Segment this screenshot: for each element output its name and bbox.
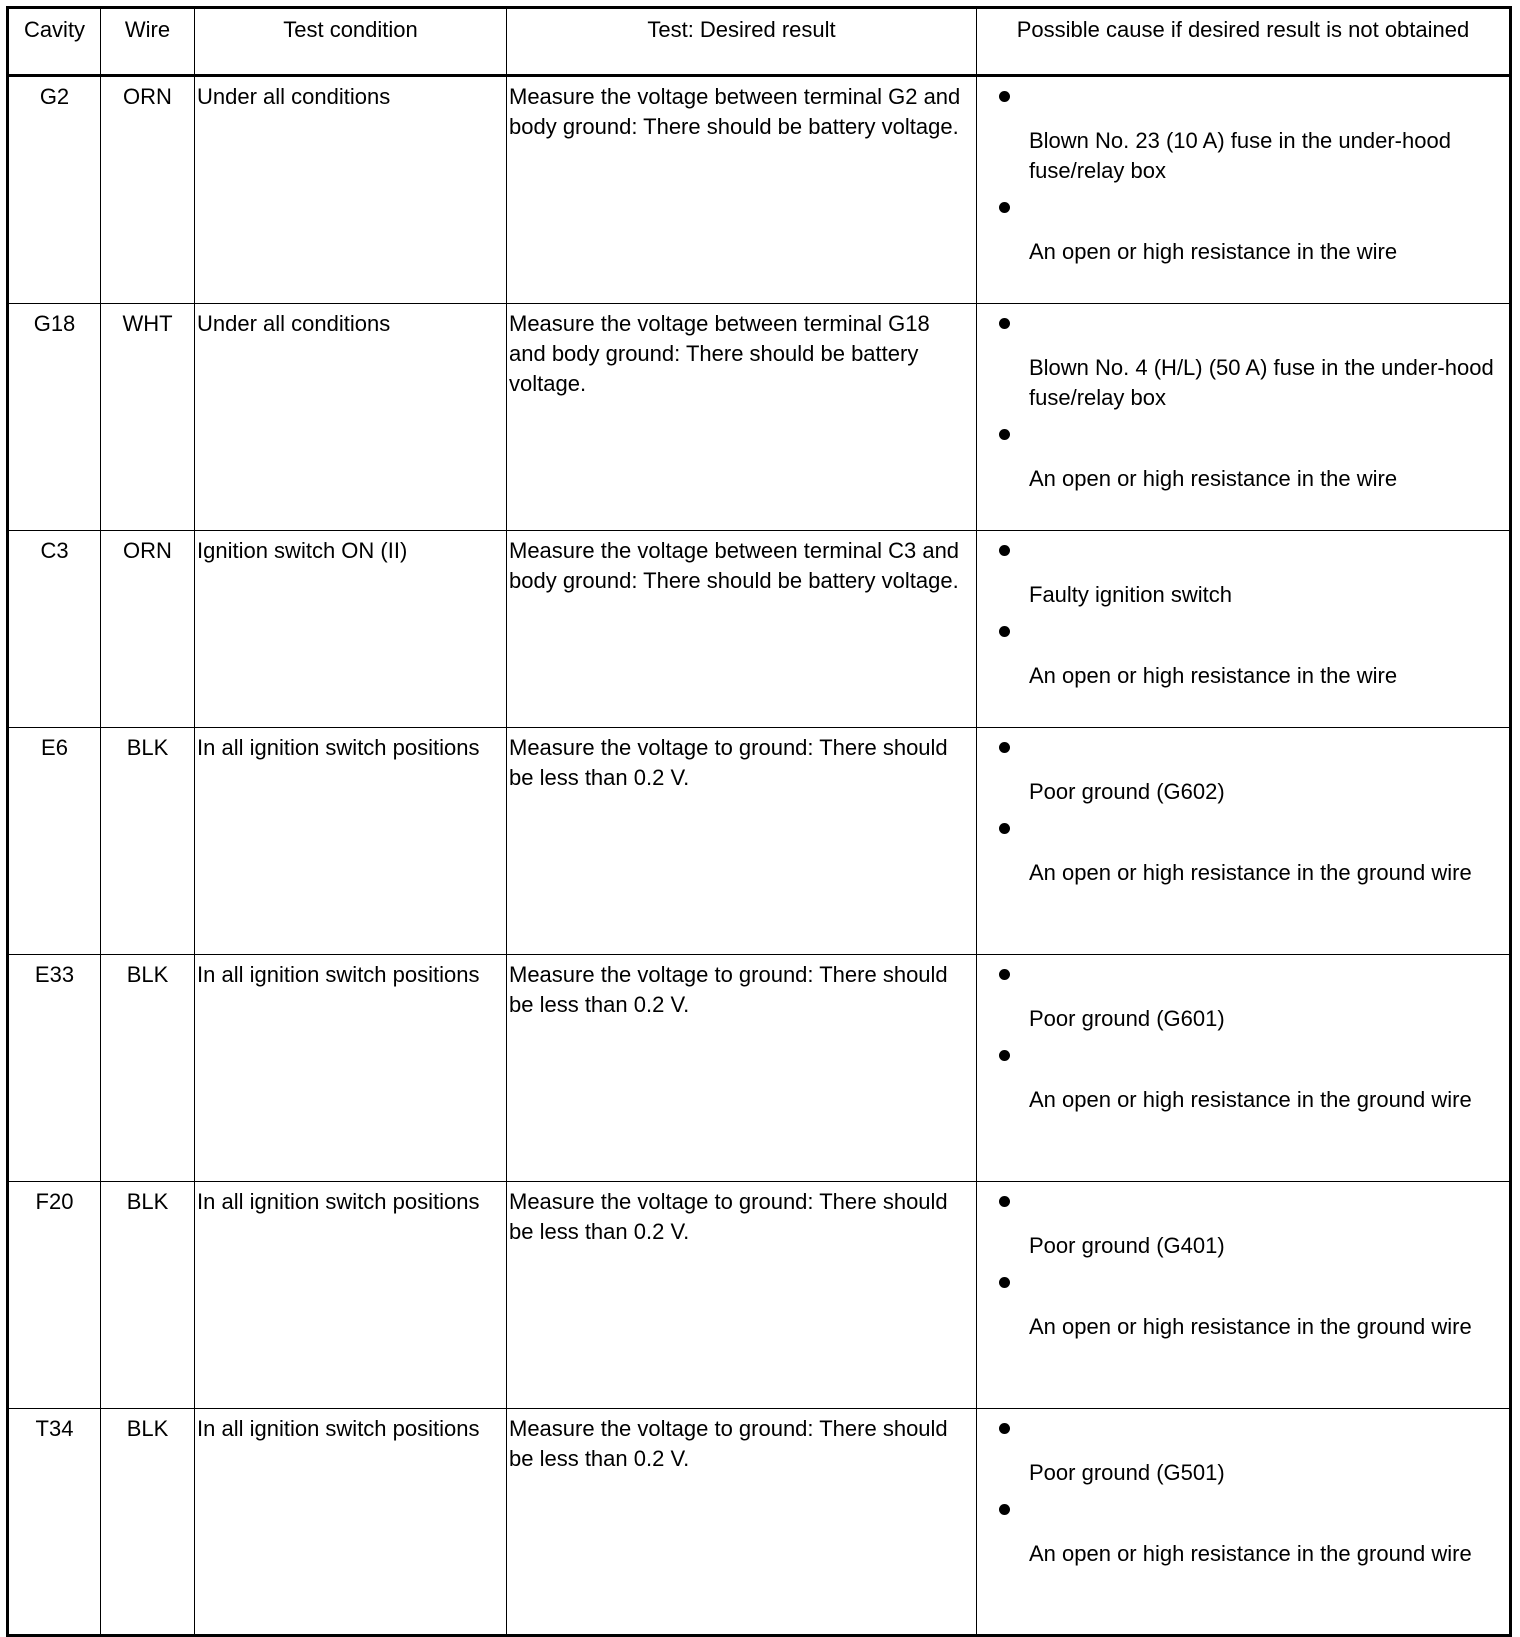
cause-text: An open or high resistance in the wire [1029, 466, 1398, 491]
bullet-icon [999, 1050, 1010, 1061]
possible-cause-cell [977, 76, 1511, 304]
cause-item [995, 91, 1505, 186]
cavity-cell: T34 [8, 1409, 101, 1636]
test-condition-cell: Under all conditions [195, 304, 507, 531]
table-row [8, 531, 1511, 728]
possible-cause-cell [977, 1409, 1511, 1636]
cavity-cell: G2 [8, 76, 101, 304]
cause-text: Poor ground (G401) [1029, 1233, 1225, 1258]
wire-cell: BLK [101, 1409, 195, 1636]
cause-item [995, 626, 1505, 691]
bullet-icon [999, 742, 1010, 753]
cavity-cell: G18 [8, 304, 101, 531]
table-body [8, 76, 1511, 1636]
bullet-icon [999, 202, 1010, 213]
header-possible-cause: Possible cause if desired result is not obtained [977, 8, 1511, 76]
bullet-icon [999, 1423, 1010, 1434]
cause-item [995, 969, 1505, 1034]
test-condition-cell: In all ignition switch positions [195, 1182, 507, 1409]
cause-item [995, 1050, 1505, 1115]
test-result-cell: Measure the voltage between terminal C3 and body ground: There should be battery voltage. [507, 531, 977, 728]
cause-text: Poor ground (G602) [1029, 779, 1225, 804]
cause-text: Poor ground (G501) [1029, 1460, 1225, 1485]
cause-text: An open or high resistance in the ground wire [1029, 1314, 1472, 1339]
cause-item [995, 823, 1505, 888]
table-row [8, 304, 1511, 531]
bullet-icon [999, 91, 1010, 102]
cause-item [995, 545, 1505, 610]
table-row [8, 955, 1511, 1182]
wire-cell: WHT [101, 304, 195, 531]
test-condition-cell: Ignition switch ON (II) [195, 531, 507, 728]
test-result-cell: Measure the voltage between terminal G2 and body ground: There should be battery voltage. [507, 76, 977, 304]
test-condition-cell: In all ignition switch positions [195, 728, 507, 955]
bullet-icon [999, 1196, 1010, 1207]
bullet-icon [999, 429, 1010, 440]
cause-text: An open or high resistance in the wire [1029, 239, 1398, 264]
cause-item [995, 318, 1505, 413]
terminal-test-table [6, 6, 1512, 1637]
header-row [8, 8, 1511, 76]
cause-text: Faulty ignition switch [1029, 582, 1232, 607]
possible-cause-cell [977, 304, 1511, 531]
cause-text: Blown No. 4 (H/L) (50 A) fuse in the under-hood fuse/relay box [1029, 355, 1494, 410]
cause-text: An open or high resistance in the ground wire [1029, 860, 1472, 885]
cause-text: An open or high resistance in the ground wire [1029, 1541, 1472, 1566]
bullet-icon [999, 545, 1010, 556]
bullet-icon [999, 626, 1010, 637]
test-result-cell: Measure the voltage to ground: There should be less than 0.2 V. [507, 955, 977, 1182]
table-row [8, 728, 1511, 955]
test-condition-cell: In all ignition switch positions [195, 955, 507, 1182]
cavity-cell: E33 [8, 955, 101, 1182]
test-condition-cell: Under all conditions [195, 76, 507, 304]
table-header [8, 8, 1511, 76]
header-test-desired-result: Test: Desired result [507, 8, 977, 76]
table-row [8, 1182, 1511, 1409]
table-row [8, 1409, 1511, 1636]
wire-cell: BLK [101, 1182, 195, 1409]
bullet-icon [999, 1504, 1010, 1515]
bullet-icon [999, 823, 1010, 834]
cause-item [995, 1423, 1505, 1488]
cause-item [995, 1504, 1505, 1569]
wire-cell: BLK [101, 728, 195, 955]
possible-cause-cell [977, 1182, 1511, 1409]
test-result-cell: Measure the voltage to ground: There should be less than 0.2 V. [507, 728, 977, 955]
table-row [8, 76, 1511, 304]
possible-cause-cell [977, 531, 1511, 728]
cause-item [995, 1196, 1505, 1261]
bullet-icon [999, 318, 1010, 329]
header-test-condition: Test condition [195, 8, 507, 76]
test-result-cell: Measure the voltage between terminal G18 and body ground: There should be battery voltage. [507, 304, 977, 531]
cause-text: An open or high resistance in the wire [1029, 663, 1398, 688]
cavity-cell: E6 [8, 728, 101, 955]
header-wire: Wire [101, 8, 195, 76]
test-result-cell: Measure the voltage to ground: There should be less than 0.2 V. [507, 1182, 977, 1409]
cause-item [995, 429, 1505, 494]
cavity-cell: F20 [8, 1182, 101, 1409]
cause-text: Blown No. 23 (10 A) fuse in the under-hood fuse/relay box [1029, 128, 1451, 183]
bullet-icon [999, 1277, 1010, 1288]
cause-text: Poor ground (G601) [1029, 1006, 1225, 1031]
bullet-icon [999, 969, 1010, 980]
test-result-cell: Measure the voltage to ground: There should be less than 0.2 V. [507, 1409, 977, 1636]
cause-item [995, 742, 1505, 807]
cavity-cell: C3 [8, 531, 101, 728]
header-cavity: Cavity [8, 8, 101, 76]
possible-cause-cell [977, 955, 1511, 1182]
cause-text: An open or high resistance in the ground wire [1029, 1087, 1472, 1112]
cause-item [995, 202, 1505, 267]
test-condition-cell: In all ignition switch positions [195, 1409, 507, 1636]
wire-cell: ORN [101, 531, 195, 728]
wire-cell: BLK [101, 955, 195, 1182]
wire-cell: ORN [101, 76, 195, 304]
possible-cause-cell [977, 728, 1511, 955]
cause-item [995, 1277, 1505, 1342]
